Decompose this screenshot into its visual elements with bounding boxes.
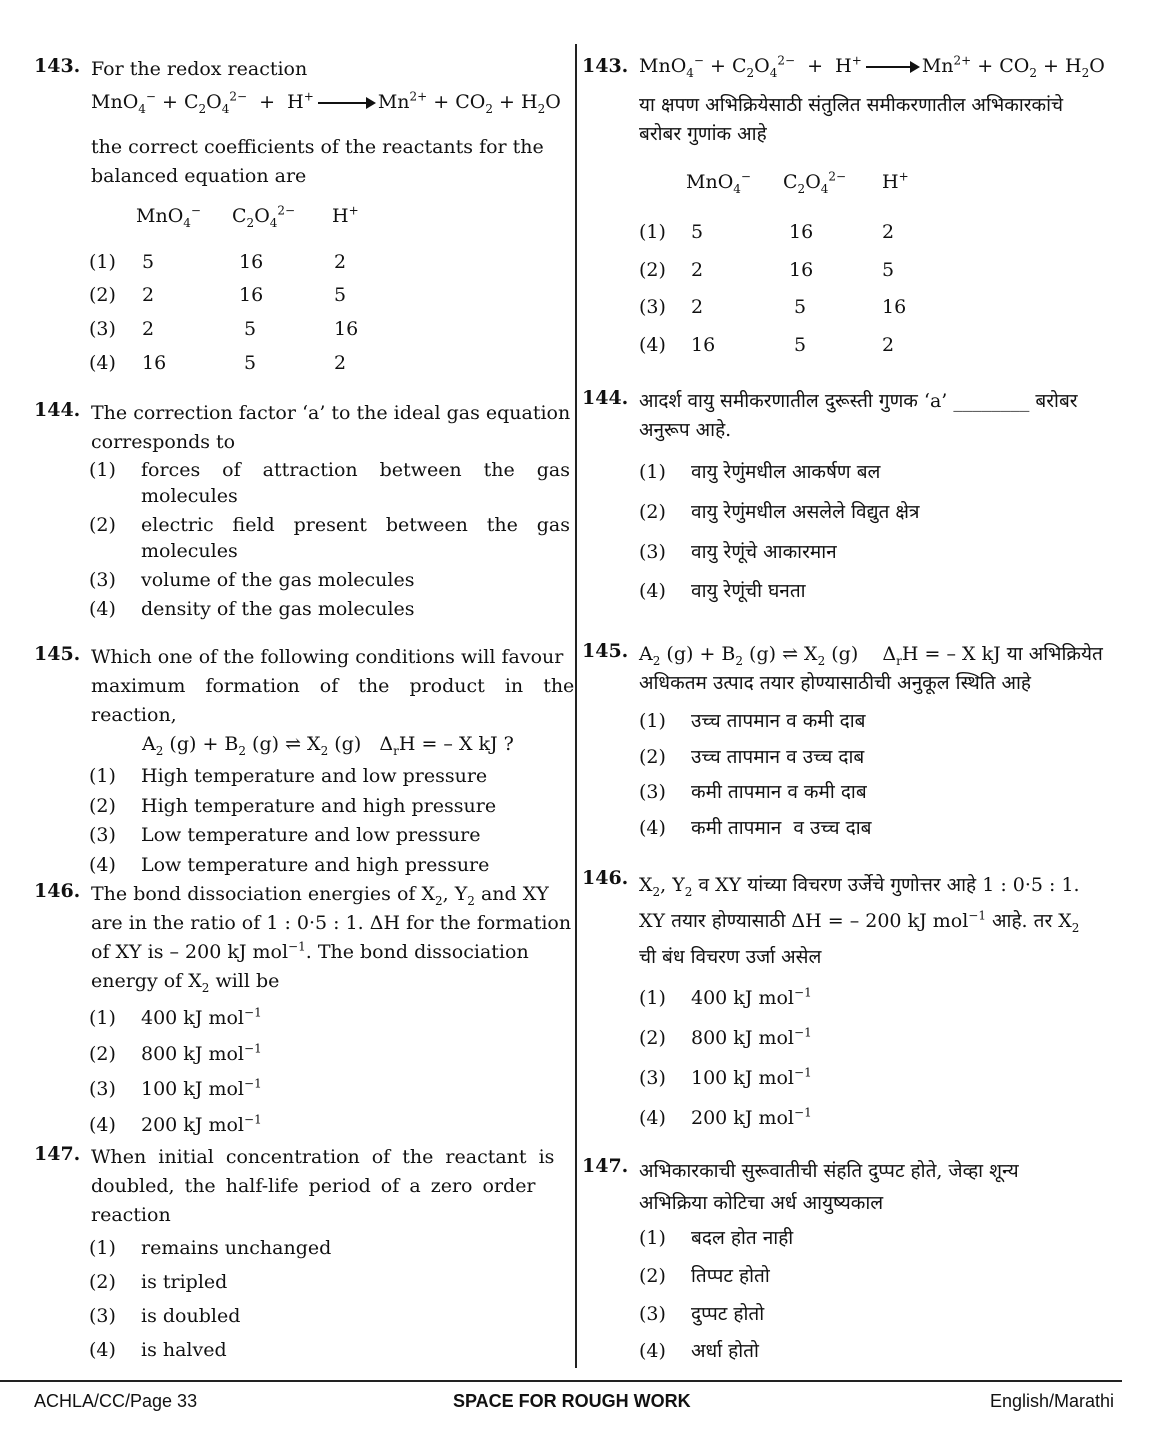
question-text: balanced equation are <box>91 165 307 187</box>
reaction-arrow-icon <box>866 66 918 68</box>
option-1[interactable]: (1) forces of attraction between the gas molecules <box>89 459 570 507</box>
option-3[interactable]: (3) Low temperature and low pressure <box>89 824 481 846</box>
question-text: आदर्श वायु समीकरणातील दुरूस्ती गुणक ‘a’ ________ बरोबर <box>639 390 1078 412</box>
question-text: या क्षपण अभिक्रियेसाठी संतुलित समीकरणातील अभिकारकांचे <box>639 94 1064 116</box>
question-text: When initial concentration of the reactant is <box>91 1146 555 1168</box>
question-text: The correction factor ‘a’ to the ideal gas equation <box>91 402 571 424</box>
question-number: 144. <box>34 399 81 421</box>
redox-equation: $MnO_4^- + C_2O_4^{2-} + H^+$ $Mn^{2+} + CO_2 + H_2O$ <box>91 89 561 116</box>
redox-equation: $MnO_4^- + C_2O_4^{2-} + H^+$ $Mn^{2+} + CO_2 + H_2O$ <box>639 53 1105 80</box>
option-2[interactable]: (2) High temperature and high pressure <box>89 795 497 817</box>
rough-work-label: SPACE FOR ROUGH WORK <box>453 1391 691 1411</box>
question-text: the correct coefficients of the reactants for the <box>91 136 544 158</box>
option-2[interactable]: (2) electric field present between the gas molecules <box>89 514 570 562</box>
question-text-block: $X_2$, $Y_2$ व XY यांच्या विचरण उर्जेचे गुणोत्तर आहे 1 : 0·5 : 1. XY तयार होण्यासाठी ΔH = – 200 kJ mol$^{-1}$ आहे. तर $X_2$ ची बंध विचरण उर्जा असेल <box>639 874 1080 968</box>
question-number: 146. <box>582 867 629 889</box>
column-divider <box>575 44 577 1368</box>
question-number: 145. <box>582 640 629 662</box>
question-number: 146. <box>34 880 81 902</box>
question-text: doubled, the half-life period of a zero order <box>91 1175 536 1197</box>
question-text: Which one of the following conditions will favour <box>91 646 564 668</box>
column-header-c2o4: $C_2O_4^{2-}$ <box>232 203 296 230</box>
question-number: 144. <box>582 387 629 409</box>
option-4[interactable]: (4) density of the gas molecules <box>89 598 415 620</box>
question-text-block: $A_2$ $(g) + B_2$ (g) ⇌ $X_2$ (g) $\Delta_rH$ = – X kJ या अभिक्रियेत अधिकतम उत्पाद तयार होण्यासाठीची अनुकूल स्थिति आहे <box>639 643 1103 694</box>
question-text: corresponds to <box>91 431 236 453</box>
question-text: बरोबर गुणांक आहे <box>639 123 767 145</box>
column-header-mno4: MnO$_4$− <box>686 169 751 196</box>
question-text: reaction, <box>91 704 177 726</box>
question-number: 143. <box>34 55 81 77</box>
language-label: English/Marathi <box>990 1391 1115 1411</box>
column-header-mno4: MnO$_4$− <box>136 203 201 230</box>
question-text: reaction <box>91 1204 171 1226</box>
question-number: 147. <box>582 1155 629 1177</box>
footer-rule <box>0 1380 1122 1382</box>
question-text: अनुरूप आहे. <box>639 419 732 441</box>
option-4[interactable]: (4) Low temperature and high pressure <box>89 854 490 876</box>
option-1[interactable]: (1) High temperature and low pressure <box>89 765 488 787</box>
reaction-arrow-icon <box>318 102 374 104</box>
question-text: अभिक्रिया कोटिचा अर्ध आयुष्यकाल <box>639 1192 884 1214</box>
equilibrium-equation: $A_2$ $(g) + B_2$ (g) ⇌ $X_2$ (g) $\Delta_rH$ = – X kJ ? <box>142 733 514 758</box>
question-text-block: The bond dissociation energies of $X_2$, $Y_2$ and XY are in the ratio of 1 : 0·5 : 1. ΔH for the formation of XY is – 200 kJ mol$^{-1}$. The bond dissociation energy of $X_2$ will be <box>91 883 572 995</box>
option-3[interactable]: (3) volume of the gas molecules <box>89 569 415 591</box>
question-number: 145. <box>34 643 81 665</box>
question-text: For the redox reaction <box>91 58 308 80</box>
question-number: 143. <box>582 55 629 77</box>
column-header-h: H+ <box>882 169 909 193</box>
column-header-c2o4: $C_2O_4^{2-}$ <box>783 169 847 196</box>
column-header-h: H+ <box>332 203 359 227</box>
question-text: अभिकारकाची सुरूवातीची संहति दुप्पट होते, जेव्हा शून्य <box>639 1160 1019 1182</box>
question-text: maximum formation of the product in the <box>91 675 575 697</box>
page-code: ACHLA/CC/Page 33 <box>34 1391 198 1411</box>
question-number: 147. <box>34 1143 81 1165</box>
